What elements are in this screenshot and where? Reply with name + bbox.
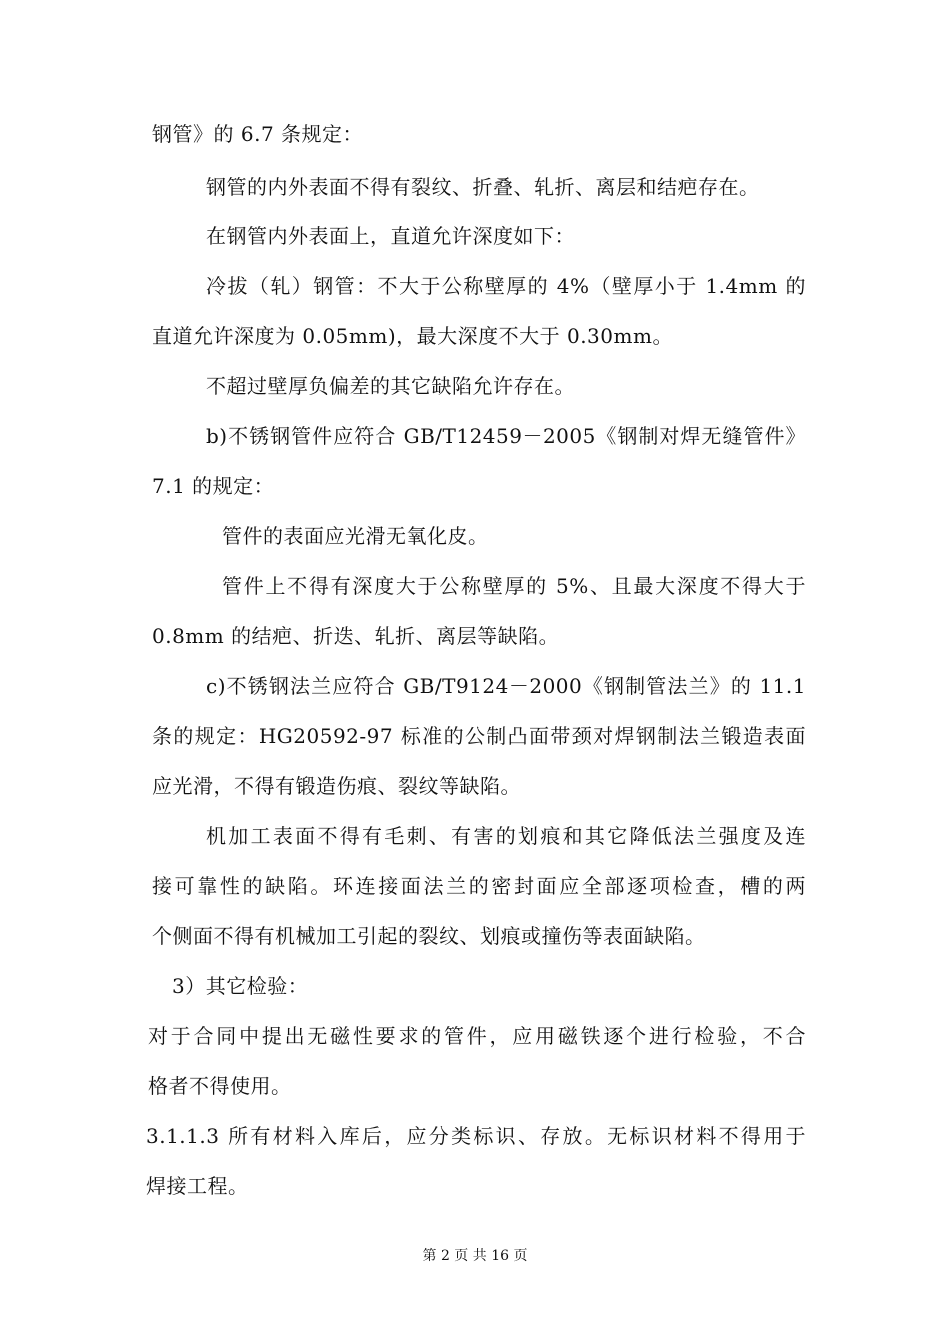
text-line: 应光滑，不得有锻造伤痕、裂纹等缺陷。: [152, 774, 521, 798]
text-line: 在钢管内外表面上，直道允许深度如下：: [206, 224, 575, 248]
text-line: 条的规定：HG20592-97 标准的公制凸面带颈对焊钢制法兰锻造表面: [152, 724, 806, 748]
text-line: 3.1.1.3 所有材料入库后，应分类标识、存放。无标识材料不得用于: [146, 1124, 806, 1148]
text-line: 对于合同中提出无磁性要求的管件，应用磁铁逐个进行检验，不合: [148, 1024, 806, 1048]
text-line: 机加工表面不得有毛刺、有害的划痕和其它降低法兰强度及连: [206, 824, 806, 848]
text-line: 钢管》的 6.7 条规定：: [152, 122, 364, 146]
text-line: 格者不得使用。: [148, 1074, 292, 1098]
text-line: b)不锈钢管件应符合 GB/T12459－2005《钢制对焊无缝管件》: [206, 424, 806, 448]
text-line: c)不锈钢法兰应符合 GB/T9124－2000《钢制管法兰》的 11.1: [206, 674, 806, 698]
text-line: 冷拔（轧）钢管：不大于公称壁厚的 4%（壁厚小于 1.4mm 的: [206, 274, 806, 298]
page-number-footer: 第 2 页 共 16 页: [422, 1248, 528, 1264]
text-line: 个侧面不得有机械加工引起的裂纹、划痕或撞伤等表面缺陷。: [152, 924, 706, 948]
text-line: 7.1 的规定：: [152, 474, 275, 498]
text-line: 不超过壁厚负偏差的其它缺陷允许存在。: [206, 374, 575, 398]
text-line: 直道允许深度为 0.05mm)，最大深度不大于 0.30mm。: [152, 324, 673, 348]
text-line: 管件的表面应光滑无氧化皮。: [222, 524, 489, 548]
text-line: 3）其它检验：: [172, 974, 309, 998]
text-line: 0.8mm 的结疤、折迭、轧折、离层等缺陷。: [152, 624, 560, 648]
text-line: 接可靠性的缺陷。环连接面法兰的密封面应全部逐项检查，槽的两: [152, 874, 806, 898]
text-line: 焊接工程。: [146, 1174, 249, 1198]
text-line: 钢管的内外表面不得有裂纹、折叠、轧折、离层和结疤存在。: [206, 175, 760, 199]
text-line: 管件上不得有深度大于公称壁厚的 5%、且最大深度不得大于: [222, 574, 806, 598]
